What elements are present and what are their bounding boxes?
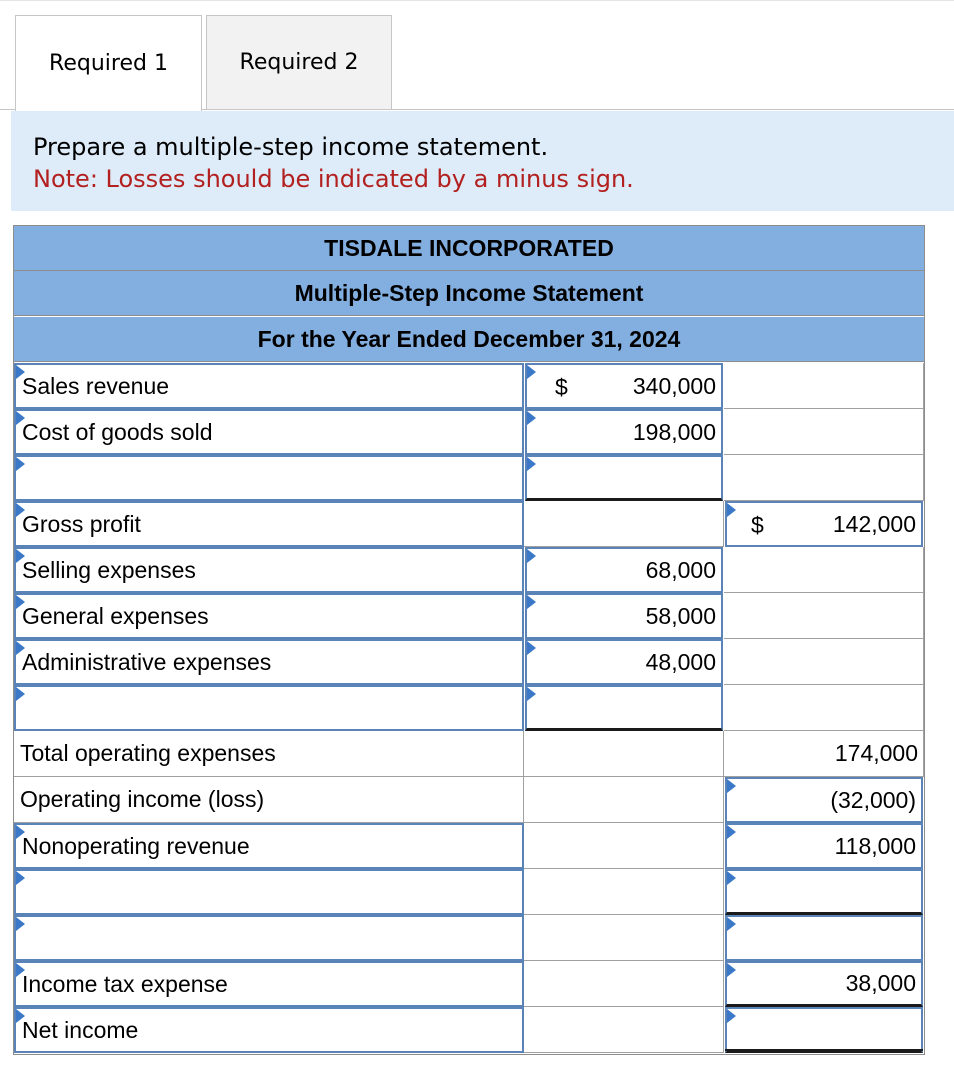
- gross-profit-label[interactable]: Gross profit: [14, 501, 524, 547]
- general-expenses-amount[interactable]: 58,000: [525, 593, 723, 639]
- dropdown-marker-icon: [16, 1009, 25, 1023]
- dropdown-marker-icon: [16, 641, 25, 655]
- dropdown-marker-icon: [16, 457, 25, 471]
- dropdown-marker-icon: [16, 825, 25, 839]
- cogs-label[interactable]: Cost of goods sold: [14, 409, 524, 455]
- company-name: TISDALE INCORPORATED: [14, 226, 924, 271]
- empty-cell: [724, 639, 924, 685]
- dropdown-marker-icon: [527, 365, 536, 379]
- dropdown-marker-icon: [527, 411, 536, 425]
- administrative-expenses-label[interactable]: Administrative expenses: [14, 639, 524, 685]
- operating-income-label: Operating income (loss): [14, 777, 524, 823]
- blank-label-1[interactable]: [14, 455, 524, 501]
- instructions-panel: [11, 111, 954, 211]
- dropdown-marker-icon: [16, 411, 25, 425]
- nonoperating-revenue-total[interactable]: 118,000: [725, 823, 923, 869]
- blank-amount-2[interactable]: [525, 685, 723, 731]
- dropdown-marker-icon: [16, 365, 25, 379]
- empty-cell: [524, 731, 724, 777]
- empty-cell: [524, 823, 724, 869]
- dropdown-marker-icon: [727, 825, 736, 839]
- income-tax-expense-total[interactable]: 38,000: [725, 961, 923, 1007]
- dropdown-marker-icon: [16, 917, 25, 931]
- net-income-label[interactable]: Net income: [14, 1007, 524, 1053]
- empty-cell: [524, 1007, 724, 1053]
- empty-cell: [724, 455, 924, 501]
- dropdown-marker-icon: [727, 779, 736, 793]
- dropdown-marker-icon: [527, 549, 536, 563]
- dropdown-marker-icon: [727, 917, 736, 931]
- nonoperating-revenue-label[interactable]: Nonoperating revenue: [14, 823, 524, 869]
- empty-cell: [524, 777, 724, 823]
- blank-label-2[interactable]: [14, 685, 524, 731]
- empty-cell: [524, 915, 724, 961]
- empty-cell: [724, 409, 924, 455]
- total-operating-expenses-total: 174,000: [724, 731, 924, 777]
- total-operating-expenses-label: Total operating expenses: [14, 731, 524, 777]
- blank-total-3[interactable]: [725, 869, 923, 915]
- dropdown-marker-icon: [16, 687, 25, 701]
- tab-required-2[interactable]: [206, 15, 392, 110]
- instruction-text: Prepare a multiple-step income statement.: [33, 133, 549, 161]
- empty-cell: [724, 363, 924, 409]
- selling-expenses-label[interactable]: Selling expenses: [14, 547, 524, 593]
- dropdown-marker-icon: [16, 595, 25, 609]
- empty-cell: [724, 547, 924, 593]
- empty-cell: [524, 961, 724, 1007]
- net-income-total[interactable]: [725, 1007, 923, 1053]
- operating-income-total[interactable]: (32,000): [725, 777, 923, 823]
- dropdown-marker-icon: [727, 963, 736, 977]
- empty-cell: [524, 501, 724, 547]
- dropdown-marker-icon: [16, 963, 25, 977]
- empty-cell: [724, 685, 924, 731]
- dollar-sign: $: [751, 512, 764, 538]
- empty-cell: [724, 593, 924, 639]
- income-tax-expense-label[interactable]: Income tax expense: [14, 961, 524, 1007]
- sales-revenue-label[interactable]: Sales revenue: [14, 363, 524, 409]
- dropdown-marker-icon: [527, 595, 536, 609]
- dropdown-marker-icon: [527, 687, 536, 701]
- blank-amount-1[interactable]: [525, 455, 723, 501]
- statement-period: For the Year Ended December 31, 2024: [14, 317, 924, 362]
- administrative-expenses-amount[interactable]: 48,000: [525, 639, 723, 685]
- statement-title: Multiple-Step Income Statement: [14, 271, 924, 316]
- dropdown-marker-icon: [727, 871, 736, 885]
- general-expenses-label[interactable]: General expenses: [14, 593, 524, 639]
- dropdown-marker-icon: [527, 641, 536, 655]
- tab-label: Required 1: [49, 51, 168, 76]
- double-underline: [725, 1049, 923, 1051]
- gross-profit-total[interactable]: $ 142,000: [725, 501, 923, 547]
- blank-total-4[interactable]: [725, 915, 923, 961]
- dollar-sign: $: [555, 374, 568, 400]
- blank-label-4[interactable]: [14, 915, 524, 961]
- sales-revenue-amount[interactable]: $ 340,000: [525, 363, 723, 409]
- instruction-note: Note: Losses should be indicated by a minus sign.: [33, 165, 634, 193]
- selling-expenses-amount[interactable]: 68,000: [525, 547, 723, 593]
- dropdown-marker-icon: [527, 457, 536, 471]
- dropdown-marker-icon: [16, 549, 25, 563]
- dropdown-marker-icon: [727, 1009, 736, 1023]
- dropdown-marker-icon: [16, 871, 25, 885]
- dropdown-marker-icon: [16, 503, 25, 517]
- cogs-amount[interactable]: 198,000: [525, 409, 723, 455]
- empty-cell: [524, 869, 724, 915]
- tab-label: Required 2: [239, 50, 359, 75]
- blank-label-3[interactable]: [14, 869, 524, 915]
- tab-required-1[interactable]: [15, 15, 202, 111]
- dropdown-marker-icon: [727, 503, 736, 517]
